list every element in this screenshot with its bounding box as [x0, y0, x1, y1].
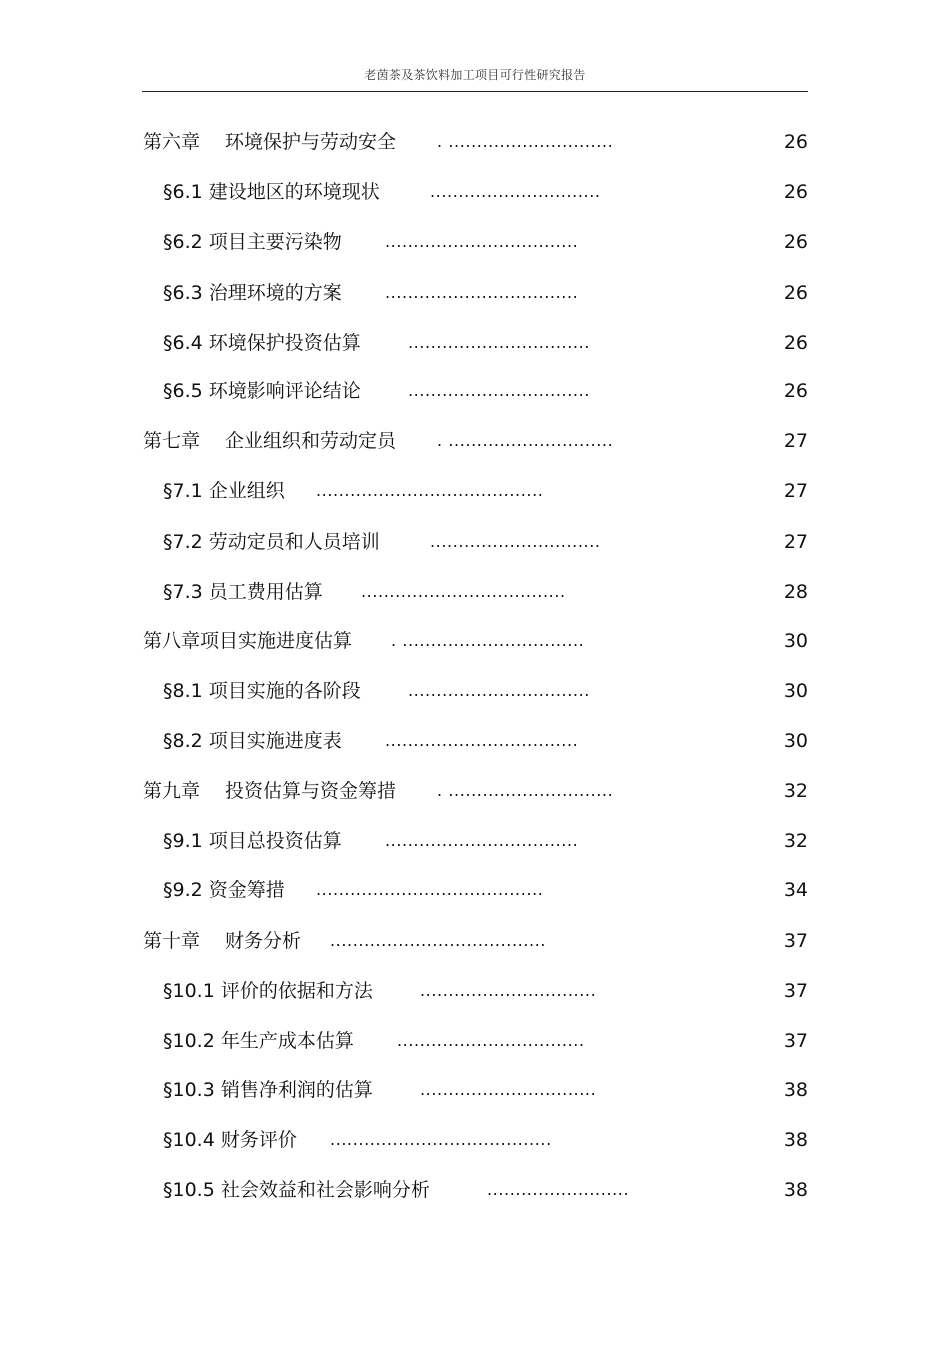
- toc-page-number: 26: [783, 380, 808, 402]
- toc-section-entry[interactable]: [163, 827, 808, 855]
- toc-leader-dots: . .............................: [437, 431, 614, 450]
- toc-leader-dots: ..............................: [430, 182, 601, 201]
- toc-section-entry[interactable]: [163, 1176, 808, 1204]
- toc-leader-dots: ................................: [408, 381, 590, 400]
- toc-page-number: 26: [783, 131, 808, 153]
- toc-section-entry[interactable]: [163, 1027, 808, 1055]
- toc-page-number: 37: [783, 930, 808, 952]
- toc-entry-title: §9.1 项目总投资估算: [163, 830, 342, 852]
- toc-leader-dots: . ................................: [391, 631, 585, 650]
- toc-entry-title: §7.3 员工费用估算: [163, 581, 323, 603]
- toc-leader-dots: ...............................: [420, 1080, 597, 1099]
- toc-page-number: 37: [783, 1030, 808, 1052]
- toc-section-entry[interactable]: [163, 578, 808, 606]
- toc-page-number: 32: [783, 780, 808, 802]
- running-header: 老茵茶及茶饮料加工项目可行性研究报告: [364, 68, 586, 82]
- toc-page-number: 27: [783, 480, 808, 502]
- toc-leader-dots: .......................................: [330, 1130, 552, 1149]
- toc-entry-title: §8.1 项目实施的各阶段: [163, 680, 361, 702]
- toc-section-entry[interactable]: [163, 977, 808, 1005]
- toc-chapter-entry[interactable]: [143, 927, 808, 955]
- toc-chapter-entry[interactable]: [143, 777, 808, 805]
- toc-leader-dots: ........................................: [316, 481, 544, 500]
- toc-entry-title: §6.5 环境影响评论结论: [163, 380, 361, 402]
- toc-entry-title: 第十章 财务分析: [143, 930, 302, 952]
- toc-page-number: 27: [783, 531, 808, 553]
- toc-chapter-entry[interactable]: [143, 627, 808, 655]
- toc-entry-title: §10.1 评价的依据和方法: [163, 980, 373, 1002]
- toc-chapter-entry[interactable]: [143, 128, 808, 156]
- toc-leader-dots: ..................................: [385, 283, 579, 302]
- toc-section-entry[interactable]: [163, 528, 808, 556]
- toc-entry-title: §6.2 项目主要污染物: [163, 231, 342, 253]
- toc-leader-dots: ..................................: [385, 731, 579, 750]
- toc-leader-dots: . .............................: [437, 781, 614, 800]
- toc-page-number: 32: [783, 830, 808, 852]
- toc-entry-title: §6.4 环境保护投资估算: [163, 332, 361, 354]
- toc-entry-title: 第七章 企业组织和劳动定员: [143, 430, 397, 452]
- toc-page-number: 27: [783, 430, 808, 452]
- toc-section-entry[interactable]: [163, 228, 808, 256]
- toc-leader-dots: ..................................: [385, 232, 579, 251]
- toc-page-number: 34: [783, 879, 808, 901]
- toc-section-entry[interactable]: [163, 377, 808, 405]
- toc-page-number: 38: [783, 1179, 808, 1201]
- toc-entry-title: 第八章项目实施进度估算: [143, 630, 353, 652]
- toc-leader-dots: ................................: [408, 681, 590, 700]
- toc-section-entry[interactable]: [163, 178, 808, 206]
- toc-entry-title: 第九章 投资估算与资金筹措: [143, 780, 397, 802]
- toc-entry-title: §10.2 年生产成本估算: [163, 1030, 354, 1052]
- toc-section-entry[interactable]: [163, 727, 808, 755]
- toc-leader-dots: ...............................: [420, 981, 597, 1000]
- toc-section-entry[interactable]: [163, 1076, 808, 1104]
- toc-entry-title: §8.2 项目实施进度表: [163, 730, 342, 752]
- toc-entry-title: §10.3 销售净利润的估算: [163, 1079, 373, 1101]
- toc-leader-dots: ........................................: [316, 880, 544, 899]
- toc-leader-dots: ......................................: [330, 931, 547, 950]
- toc-section-entry[interactable]: [163, 677, 808, 705]
- toc-page-number: 26: [783, 231, 808, 253]
- toc-entry-title: 第六章 环境保护与劳动安全: [143, 131, 397, 153]
- toc-section-entry[interactable]: [163, 1126, 808, 1154]
- toc-leader-dots: . .............................: [437, 132, 614, 151]
- toc-entry-title: §6.3 治理环境的方案: [163, 282, 342, 304]
- toc-entry-title: §6.1 建设地区的环境现状: [163, 181, 380, 203]
- toc-section-entry[interactable]: [163, 876, 808, 904]
- toc-page-number: 30: [783, 680, 808, 702]
- toc-leader-dots: ................................: [408, 333, 590, 352]
- toc-leader-dots: ....................................: [361, 582, 566, 601]
- toc-page-number: 30: [783, 630, 808, 652]
- toc-chapter-entry[interactable]: [143, 427, 808, 455]
- toc-page-number: 38: [783, 1079, 808, 1101]
- toc-entry-title: §7.1 企业组织: [163, 480, 285, 502]
- toc-leader-dots: .................................: [397, 1031, 585, 1050]
- toc-entry-title: §10.4 财务评价: [163, 1129, 297, 1151]
- toc-page-number: 28: [783, 581, 808, 603]
- toc-page-number: 26: [783, 282, 808, 304]
- toc-entry-title: §10.5 社会效益和社会影响分析: [163, 1179, 430, 1201]
- toc-page-number: 26: [783, 181, 808, 203]
- toc-page-number: 38: [783, 1129, 808, 1151]
- toc-leader-dots: ..............................: [430, 532, 601, 551]
- toc-leader-dots: ..................................: [385, 831, 579, 850]
- toc-page-number: 26: [783, 332, 808, 354]
- toc-section-entry[interactable]: [163, 279, 808, 307]
- toc-page-number: 30: [783, 730, 808, 752]
- toc-entry-title: §9.2 资金筹措: [163, 879, 285, 901]
- toc-leader-dots: .........................: [487, 1180, 630, 1199]
- toc-section-entry[interactable]: [163, 477, 808, 505]
- toc-entry-title: §7.2 劳动定员和人员培训: [163, 531, 380, 553]
- toc-section-entry[interactable]: [163, 329, 808, 357]
- toc-page-number: 37: [783, 980, 808, 1002]
